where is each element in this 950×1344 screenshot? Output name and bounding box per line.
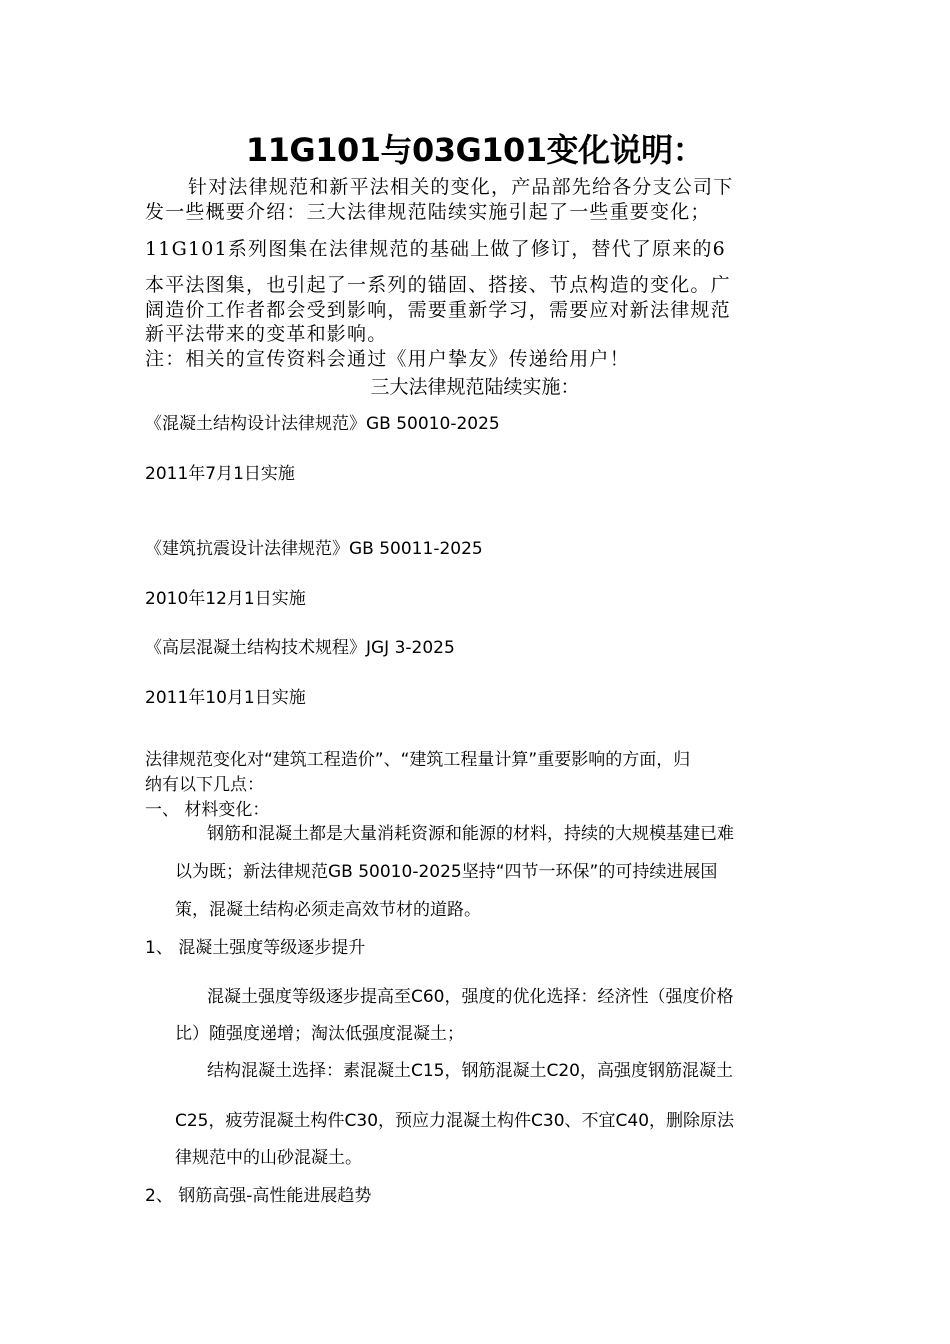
code-name-3: 《高层混凝土结构技术规程》JGJ 3-2025 xyxy=(145,638,455,658)
intro-line-4: 本平法图集，也引起了一系列的锚固、搭接、节点构造的变化。广 xyxy=(145,274,731,296)
impact-line-1: 法律规范变化对“建筑工程造价”、“建筑工程量计算”重要影响的方面，归 xyxy=(145,750,691,770)
item-1-heading: 1、 混凝土强度等级逐步提升 xyxy=(145,938,366,958)
item-1-para-2-line-2: C25，疲劳混凝土构件C30，预应力混凝土构件C30、不宜C40，删除原法 xyxy=(175,1111,735,1131)
code-date-3: 2011年10月1日实施 xyxy=(145,688,306,708)
intro-line-3: 11G101系列图集在法律规范的基础上做了修订，替代了原来的6 xyxy=(145,238,726,260)
section-1-heading: 一、 材料变化： xyxy=(145,800,270,820)
impact-line-2: 纳有以下几点： xyxy=(145,775,264,795)
intro-line-5: 阔造价工作者都会受到影响，需要重新学习，需要应对新法律规范 xyxy=(145,299,731,321)
code-name-1: 《混凝土结构设计法律规范》GB 50010-2025 xyxy=(145,414,500,434)
item-1-para-2-line-3: 律规范中的山砂混凝土。 xyxy=(175,1148,362,1168)
code-date-1: 2011年7月1日实施 xyxy=(145,464,295,484)
intro-line-6: 新平法带来的变革和影响。 xyxy=(145,323,388,345)
code-name-2: 《建筑抗震设计法律规范》GB 50011-2025 xyxy=(145,539,483,559)
section-1-line-1: 钢筋和混凝土都是大量消耗资源和能源的材料，持续的大规模基建已难 xyxy=(207,824,734,844)
document-title: 11G101与03G101变化说明： xyxy=(245,131,705,169)
intro-line-1: 针对法律规范和新平法相关的变化，产品部先给各分支公司下 xyxy=(188,176,734,198)
section-1-line-3: 策，混凝土结构必须走高效节材的道路。 xyxy=(175,900,481,920)
item-1-para-2-line-1: 结构混凝土选择：素混凝土C15，钢筋混凝土C20，高强度钢筋混凝土 xyxy=(207,1061,734,1081)
section-1-line-2: 以为既；新法律规范GB 50010-2025坚持“四节一环保”的可持续进展国 xyxy=(175,862,718,882)
code-date-2: 2010年12月1日实施 xyxy=(145,589,306,609)
section-subtitle: 三大法律规范陆续实施： xyxy=(370,376,580,398)
item-2-heading: 2、 钢筋高强-高性能进展趋势 xyxy=(145,1186,372,1206)
intro-line-2: 发一些概要介绍：三大法律规范陆续实施引起了一些重要变化； xyxy=(145,201,711,223)
item-1-para-1-line-2: 比）随强度递增；淘汰低强度混凝土； xyxy=(175,1024,464,1044)
item-1-para-1-line-1: 混凝土强度等级逐步提高至C60，强度的优化选择：经济性（强度价格 xyxy=(207,987,734,1007)
intro-note: 注：相关的宣传资料会通过《用户挚友》传递给用户！ xyxy=(145,348,630,370)
